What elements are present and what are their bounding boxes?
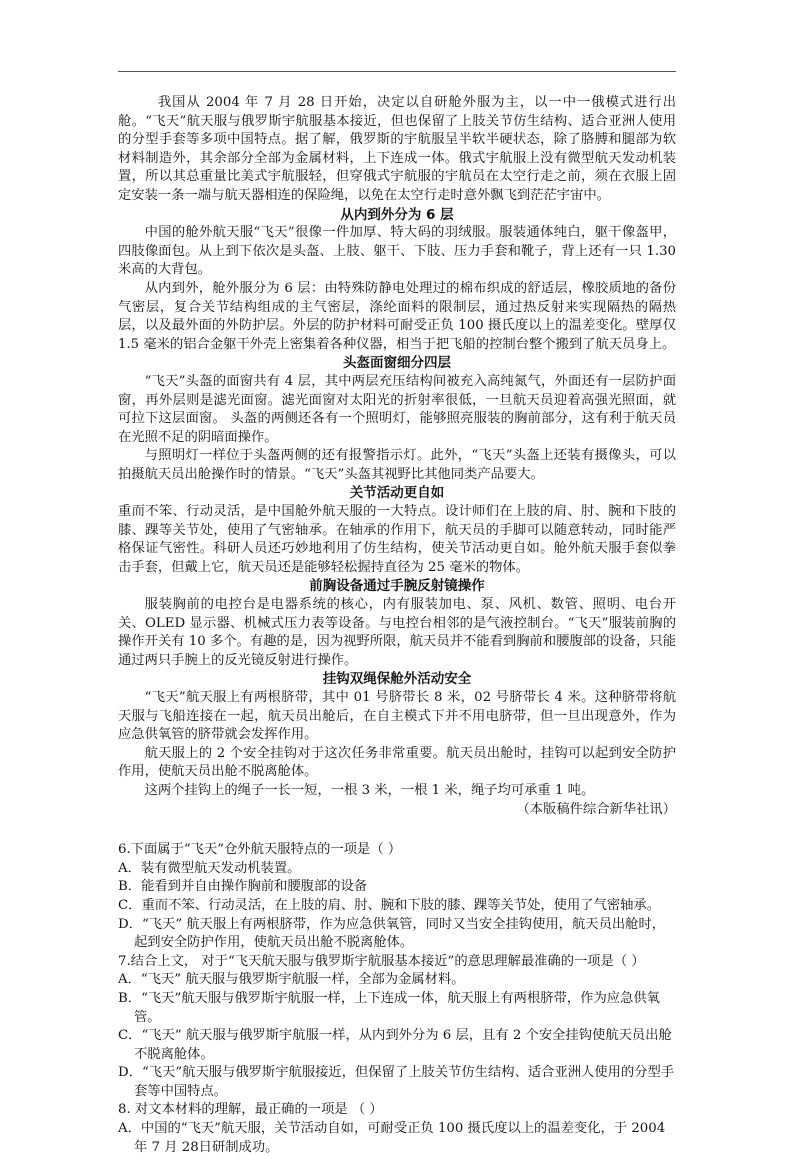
question-8: [118, 1101, 676, 1157]
paragraph-helmet-visor: “飞天”头盔的面窗共有 4 层，其中两层充压结构间被充入高纯氮气，外面还有一层防护面窗，再外层则是滤光面窗。滤光面窗对太阳光的折射率很低，一旦航天员迎着高强光照面，就可拉下这层面窗。 头盔的两侧还各有一个照明灯，能够照亮服装的胸前部分，这有利于航天员在光照不足的阴暗面操作。: [118, 373, 676, 445]
question-6: [118, 841, 676, 953]
header-rule: [118, 71, 676, 72]
paragraph-ropes: 这两个挂钩上的绳子一长一短，一根 3 米，一根 1 米，绳子均可承重 1 吨。: [144, 782, 595, 798]
option-a: A．中国的“飞天”航天服，关节活动自如，可耐受正负 100 摄氏度以上的温差变化，于 2004 年 7 月 28日研制成功。: [118, 1121, 666, 1155]
section-heading-helmet: 头盔面窗细分四层: [343, 355, 451, 372]
section-heading-safety-hooks: 挂钩双绳保舱外活动安全: [322, 671, 472, 688]
paragraph-suit-overview: 中国的舱外航天服“飞天”很像一件加厚、特大码的羽绒服。服装通体纯白，躯干像盔甲，四肢像面包。从上到下依次是头盔、上肢、躯干、下肢、压力手套和靴子，背上还有一只 1.30 米高的大背包。: [118, 225, 676, 278]
question-stem: 6.下面属于“飞天”仓外航天服特点的一项是（ ）: [118, 842, 402, 858]
option-b: B．“飞天”航天服与俄罗斯宇航服一样，上下连成一体，航天服上有两根脐带，作为应急供氧管。: [118, 990, 660, 1025]
question-stem: 7.结合上文， 对于“飞天航天服与俄罗斯宇航服基本接近”的意思理解最准确的一项是（ ）: [118, 953, 645, 969]
option-a: A．装有微型航天发动机装置。: [118, 860, 301, 876]
document-body: [118, 94, 676, 1157]
paragraph-umbilical: “飞天”航天服上有两根脐带，其中 01 号脐带长 8 米，02 号脐带长 4 米。这种脐带将航天服与飞船连接在一起，航天员出舱后，在自主模式下并不用电脐带，但一旦出现意外，作为应急供氧管的脐带就会发挥作用。: [118, 690, 676, 743]
option-c: C．“飞天” 航天服与俄罗斯宇航服一样，从内到外分为 6 层，且有 2 个安全挂钩使航天员出舱不脱离舱体。: [118, 1028, 672, 1062]
section-heading-joints: 关节活动更自如: [349, 485, 445, 502]
option-b: B．能看到并自由操作胸前和腰腹部的设备: [118, 879, 368, 895]
section-heading-chest-devices: 前胸设备通过手腕反射镜操作: [309, 578, 485, 595]
option-c: C．重而不笨、行动灵活，在上肢的肩、肘、腕和下肢的膝、踝等关节处，使用了气密轴承。: [118, 897, 661, 913]
paragraph-intro: 我国从 2004 年 7 月 28 日开始，决定以自研舱外服为主，以一中一俄模式进行出舱。“飞天”航天服与俄罗斯宇航服基本接近，但也保留了上肢关节仿生结构、适合亚洲人使用的分型手套等多项中国特点。据了解，俄罗斯的宇航服呈半软半硬状态，除了胳膊和腿部为软材料制造外，其余部分全部为金属材料，上下连成一体。俄式宇航服上没有微型航天发动机装置，所以其总重量比美式宇航服轻，但穿俄式宇航服的宇航员在太空行走之前，须在衣服上固定安装一条一端与航天器相连的保险绳，以免在太空行走时意外飘飞到茫茫宇宙中。: [118, 95, 676, 203]
spacer: [118, 819, 676, 841]
paragraph-helmet-camera: 与照明灯一样位于头盔两侧的还有报警指示灯。此外，“飞天”头盔上还装有摄像头，可以拍摄航天员出舱操作时的情景。“飞天”头盔其视野比其他同类产品要大。: [118, 448, 676, 482]
source-note: （本版稿件综合新华社讯）: [516, 801, 676, 817]
option-a: A．“飞天” 航天服与俄罗斯宇航服一样，全部为金属材料。: [118, 972, 465, 988]
paragraph-joints: 重而不笨、行动灵活，是中国舱外航天服的一大特点。设计师们在上肢的肩、肘、腕和下肢的膝、踝等关节处，使用了气密轴承。在轴承的作用下，航天员的手脚可以随意转动，同时能严格保证气密性。科研人员还巧妙地利用了仿生结构，使关节活动更自如。舱外航天服手套似拳击手套，但戴上它，航天员还是能够轻松握持直径为 25 毫米的物体。: [118, 504, 676, 575]
paragraph-six-layers: 从内到外，舱外服分为 6 层：由特殊防静电处理过的棉布织成的舒适层，橡胶质地的备份气密层，复合关节结构组成的主气密层，涤纶面料的限制层，通过热反射来实现隔热的隔热层，以及最外面的外防护层。外层的防护材料可耐受正负 100 摄氏度以上的温差变化。壁厚仅 1.5 毫米的铝合金躯干外壳上密集着各种仪器，相当于把飞船的控制台整个搬到了航天员身上。: [118, 280, 676, 352]
question-stem: 8. 对文本材料的理解，最正确的一项是 （ ）: [118, 1102, 383, 1118]
question-7: [118, 953, 676, 1102]
option-d: D．“飞天” 航天服上有两根脐带，作为应急供氧管，同时又当安全挂钩使用，航天员出舱时，起到安全防护作用，使航天员出舱不脱离舱体。: [118, 916, 666, 951]
paragraph-hooks: 航天服上的 2 个安全挂钩对于这次任务非常重要。航天员出舱时，挂钩可以起到安全防护作用，使航天员出舱不脱离舱体。: [118, 745, 676, 780]
section-heading-layers: 从内到外分为 6 层: [340, 206, 454, 223]
paragraph-chest-devices: 服装胸前的电控台是电器系统的核心，内有服装加电、泵、风机、数管、照明、电台开关、OLED 显示器、机械式压力表等设备。与电控台相邻的是气液控制台。“飞天”服装前胸的操作开关有 10 多个。有趣的是，因为视野所限，航天员并不能看到胸前和腰腹部的设备，只能通过两只手腕上的反光镜反射进行操作。: [118, 597, 676, 668]
option-d: D．“飞天”航天服与俄罗斯宇航服接近，但保留了上肢关节仿生结构、适合亚洲人使用的分型手套等中国特点。: [118, 1065, 675, 1099]
